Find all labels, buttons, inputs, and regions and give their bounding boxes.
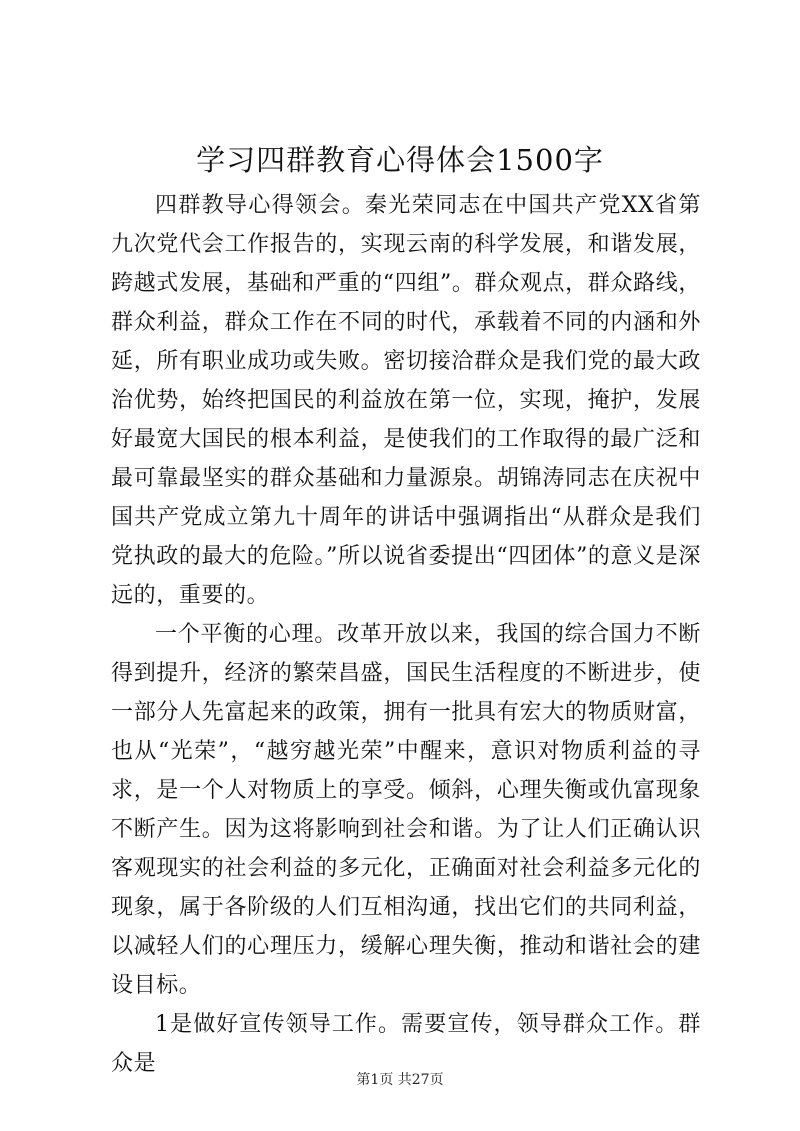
paragraph-2: 一个平衡的心理。改革开放以来，我国的综合国力不断得到提升，经济的繁荣昌盛，国民生活程度的不断进步，使一部分人先富起来的政策，拥有一批具有宏大的物质财富，也从“光荣”，“越穷越光荣”中醒来，意识对物质利益的寻求，是一个人对物质上的享受。倾斜，心理失衡或仇富现象不断产生。因为这将影响到社会和谐。为了让人们正确认识客观现实的社会利益的多元化，正确面对社会利益多元化的现象，属于各阶级的人们互相沟通，找出它们的共同利益，以减轻人们的心理压力，缓解心理失衡，推动和谐社会的建设目标。 xyxy=(111,622,701,998)
paragraph-1: 四群教导心得领会。秦光荣同志在中国共产党XX省第九次党代会工作报告的，实现云南的科学发展，和谐发展，跨越式发展，基础和严重的“四组”。群众观点，群众路线，群众利益，群众工作在不同的时代，承载着不同的内涵和外延，所有职业成功或失败。密切接洽群众是我们党的最大政治优势，始终把国民的利益放在第一位，实现，掩护，发展好最宽大国民的根本利益，是使我们的工作取得的最广泛和最可靠最坚实的群众基础和力量源泉。胡锦涛同志在庆祝中国共产党成立第九十周年的讲话中强调指出“从群众是我们党执政的最大的危险。”所以说省委提出“四团体”的意义是深远的，重要的。 xyxy=(111,193,701,608)
document-title: 学习四群教育心得体会1500字 xyxy=(196,143,604,177)
paragraph-3: 1是做好宣传领导工作。需要宣传，领导群众工作。群众是 xyxy=(111,1012,701,1076)
document-body xyxy=(111,186,701,1083)
page-number-footer: 第1页 共27页 xyxy=(356,1072,444,1088)
